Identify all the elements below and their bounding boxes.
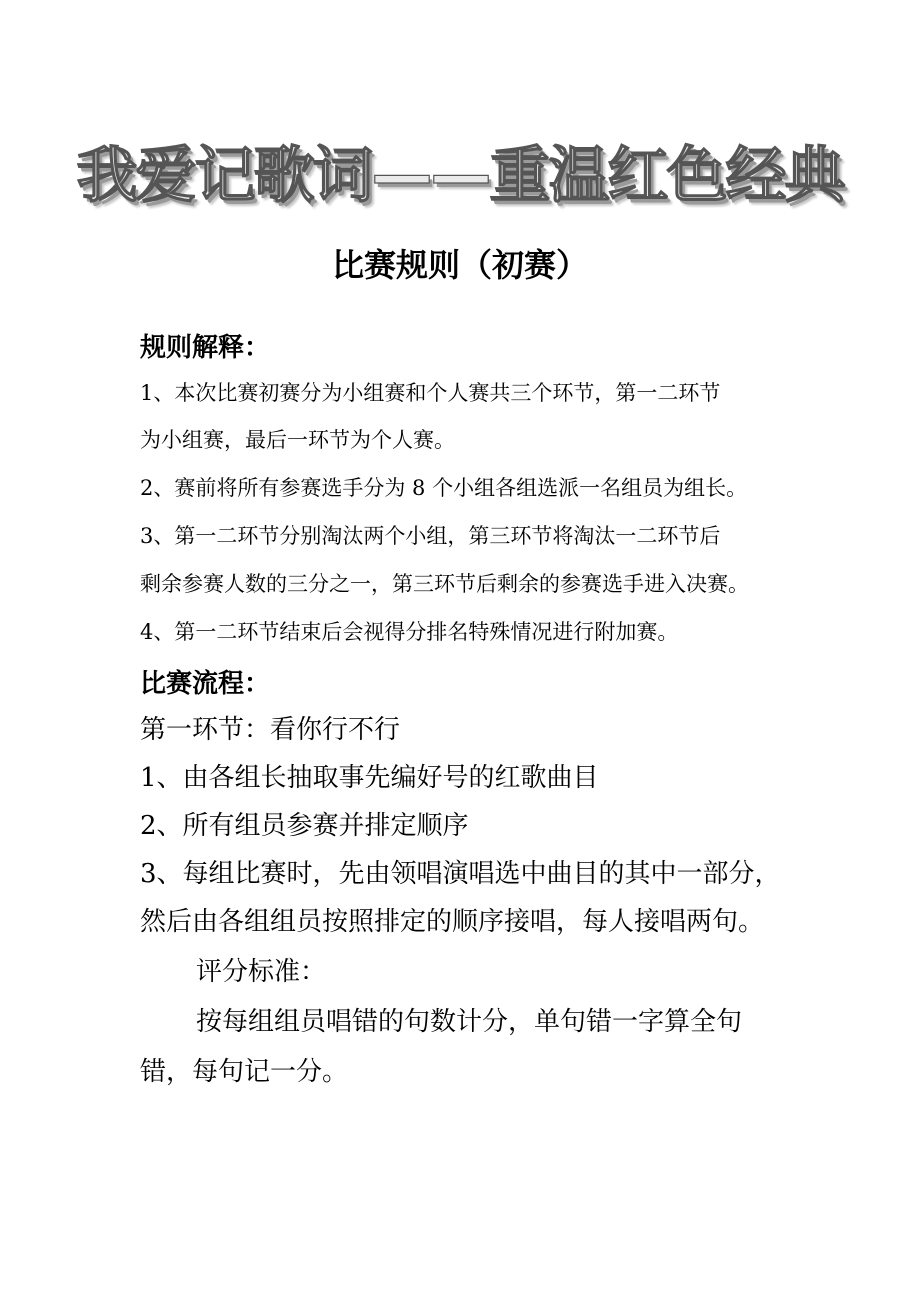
- scoring-label: 评分标准：: [196, 957, 327, 987]
- rule-line: 3、第一二环节分别淘汰两个小组，第三环节将淘汰一二环节后: [140, 524, 721, 548]
- document-subtitle: 比赛规则（初赛）: [331, 246, 588, 284]
- document-title: 我爱记歌词——重温红色经典: [76, 140, 844, 211]
- scoring-line: 按每组组员唱错的句数计分，单句错一字算全句: [196, 1007, 743, 1037]
- process-line: 2、所有组员参赛并排定顺序: [140, 811, 469, 841]
- process-line: 1、由各组长抽取事先编好号的红歌曲目: [140, 763, 599, 793]
- rule-line: 4、第一二环节结束后会视得分排名特殊情况进行附加赛。: [140, 620, 679, 644]
- rule-line: 剩余参赛人数的三分之一，第三环节后剩余的参赛选手进入决赛。: [140, 572, 749, 596]
- process-line: 3、每组比赛时，先由领唱演唱选中曲目的其中一部分，: [140, 859, 781, 889]
- rule-line: 1、本次比赛初赛分为小组赛和个人赛共三个环节，第一二环节: [140, 381, 721, 405]
- process-heading: 比赛流程：: [140, 669, 271, 699]
- section-title: 第一环节：看你行不行: [140, 715, 401, 745]
- rules-heading: 规则解释：: [140, 333, 271, 363]
- process-line: 然后由各组组员按照排定的顺序接唱，每人接唱两句。: [140, 907, 765, 937]
- scoring-line: 错，每句记一分。: [140, 1057, 349, 1087]
- rule-line: 2、赛前将所有参赛选手分为 8 个小组各组选派一名组员为组长。: [140, 476, 748, 500]
- rule-line: 为小组赛，最后一环节为个人赛。: [140, 428, 455, 452]
